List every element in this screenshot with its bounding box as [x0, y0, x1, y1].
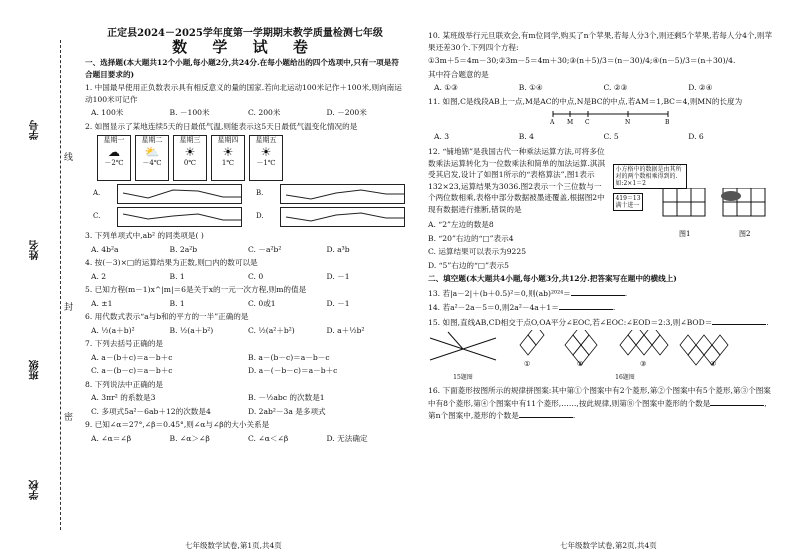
weather-day — [97, 135, 131, 181]
figure-2-caption: 图2 — [739, 230, 751, 238]
point-label: A — [550, 119, 555, 125]
question-15-text: 15. 如图,直线AB,CD相交于点O,OA平分∠EOC,若∠EOC:∠EOD＝2:3,则∠BOD＝ — [428, 317, 713, 327]
option: D. －1 — [326, 271, 350, 281]
question-7-options-row1 — [85, 352, 405, 364]
lattice-figures — [623, 188, 773, 248]
option: B. ①④ — [518, 83, 543, 92]
option: A. 3 — [434, 131, 450, 141]
option: D. －200米 — [326, 108, 367, 117]
option: D. 2ab²－3a 是多项式 — [248, 406, 326, 416]
chart-c — [117, 207, 243, 227]
option: A. 100米 — [91, 108, 124, 117]
point-label: M — [567, 119, 574, 125]
question-4-options — [85, 271, 405, 283]
option: C. 多项式5a²－6ab＋12的次数是4 — [91, 406, 211, 416]
question-11-options — [428, 131, 773, 143]
name-label: 姓名 — [30, 240, 41, 260]
option: C. 0或1 — [248, 298, 276, 308]
question-8-options-row2 — [85, 406, 405, 418]
section-2-heading: 二、填空题(本大题共4小题,每小题3分,共12分.把答案写在题中的横线上) — [428, 274, 677, 283]
option: C. 5 — [603, 131, 619, 141]
option: B. 2a²b — [169, 244, 198, 254]
question-10-prompt: 其中符合题意的是 — [428, 69, 489, 79]
option: B. －½abc 的次数是1 — [248, 393, 325, 402]
option: B. 1 — [169, 271, 185, 281]
pattern-label: ① — [524, 360, 531, 368]
question-1: 1. 中国最早使用正负数表示具有相反意义的量的国家.若向北运动100米记作＋100米,则向南运动100米可记作 — [85, 83, 402, 104]
fold-mark-1: 线 — [64, 153, 74, 163]
temp-label: 1℃ — [221, 159, 235, 167]
option: B. －100米 — [169, 108, 210, 117]
option: D. 6 — [688, 131, 704, 141]
option: B. ½(a＋b²) — [169, 325, 214, 335]
option: C. ②③ — [603, 83, 628, 92]
question-12: 12. “铺地锦”是我国古代一种乘法运算方法,可将多位数乘法运算转化为一位数乘法和简单的加法运算.淇淇受其启发,设计了如图1所示的“表格算法”,图1表示132×23,运算结果为3036.图2表示一个三位数与一个两位数相乘,表格中部分数据被墨迹覆盖,根据图2中现有数据进行推断,错误的是 — [428, 147, 606, 214]
question-10-options — [428, 82, 773, 94]
question-1-options — [85, 107, 405, 119]
question-13-text: 13. 若|a－2|＋(b＋0.5)²＝0,则(ab)²⁰²⁴＝ — [428, 288, 571, 298]
question-6: 6. 用代数式表示“a与b和的平方的一半”正确的是 — [85, 312, 249, 321]
question-3: 3. 下列单项式中,ab² 的同类项是( ) — [85, 231, 204, 240]
sun-icon: ☀ — [222, 145, 234, 159]
chart-b — [280, 184, 406, 204]
question-12-option-a: A. “2”左边的数是8 — [428, 220, 494, 229]
chart-a — [117, 184, 243, 204]
option: A. a－(b＋c)＝a－b＋c — [91, 352, 173, 362]
answer-blank[interactable] — [519, 409, 573, 418]
sun-icon: ☀ — [260, 145, 272, 159]
question-12-option-c: C. 运算结果可以表示为9225 — [428, 247, 527, 256]
point-label: B — [665, 119, 670, 125]
temp-label: －2℃ — [104, 159, 124, 167]
fold-mark-2: 封 — [64, 303, 74, 313]
question-14: 14. 若a²－2a－5＝0,则2a²－4a＋1＝ . — [428, 303, 616, 312]
option: C. －a²b² — [248, 244, 282, 254]
chart-label-a: A. — [93, 189, 101, 198]
pattern-label: ② — [577, 360, 584, 368]
weather-day — [211, 135, 245, 181]
answer-blank[interactable] — [710, 397, 764, 406]
question-15: 15. 如图,直线AB,CD相交于点O,OA平分∠EOC,若∠EOC:∠EOD＝2:3,则∠BOD＝ . — [428, 317, 769, 327]
question-16-text-2: ,第n个图案中,菱形的个数是 — [428, 398, 767, 420]
figure-16-caption: 16题图 — [615, 373, 635, 381]
weather-day — [173, 135, 207, 181]
question-16-text: 16. 下面菱形按图所示的规律拼图案:其中第①个图案中有2个菱形,第②个图案中有5个菱形,第③个图案中有8个菱形,第④个图案中有11个菱形,……,按此规律,则第⑧个图案中菱形的个数是 — [428, 386, 771, 408]
question-12-option-d: D. “5”右边的“□”表示5 — [428, 260, 509, 270]
figure-15-caption: 15题图 — [453, 373, 473, 381]
question-6-options — [85, 325, 405, 337]
question-11: 11. 如图,C是线段AB上一点,M是AC的中点,N是BC的中点,若AM＝1,BC＝4,则MN的长度为 — [428, 96, 743, 106]
option: C. ½(a²＋b²) — [248, 325, 295, 335]
chart-d — [280, 207, 406, 227]
question-5-options — [85, 298, 405, 310]
option: D. a－(－b－c)＝a－b＋c — [248, 366, 338, 375]
question-12-option-b: B. “20”右边的“□”表示4 — [428, 233, 514, 243]
angle-figure — [428, 330, 498, 368]
option: A. 2 — [91, 271, 107, 281]
right-column — [428, 28, 773, 424]
page-footer-left: 七年级数学试卷,第1页,共4页 — [185, 541, 282, 550]
answer-blank[interactable] — [559, 301, 613, 310]
question-3-options — [85, 244, 405, 256]
figure-1-caption: 图1 — [679, 230, 691, 238]
answer-charts — [93, 184, 405, 227]
section-1-heading: 一、选择题(本大题共12个小题,每小题2分,共24分.在每小题给出的四个选项中,只有一项是符合题目要求的) — [85, 58, 399, 79]
weather-day — [249, 135, 283, 181]
option: B. 4 — [518, 131, 534, 141]
exam-title: 正定县2024－2025学年度第一学期期末教学质量检测七年级 — [107, 28, 383, 39]
left-column — [85, 28, 405, 446]
answer-blank[interactable] — [712, 316, 766, 325]
option: A. ①③ — [434, 83, 458, 92]
question-12-figures — [613, 144, 773, 238]
option: D. a³b — [326, 244, 350, 254]
option: D. －1 — [326, 298, 350, 308]
student-id-label: 学号 — [30, 120, 41, 140]
weather-strip — [97, 135, 405, 181]
question-2: 2. 如图显示了某地连续5天的日最低气温,则能表示这5天日最低气温变化情况的是 — [85, 121, 358, 131]
binding-line — [60, 40, 61, 530]
day-label: 星期三 — [179, 136, 201, 144]
question-5: 5. 已知方程(m－1)x^|m|＝6是关于x的一元一次方程,则m的值是 — [85, 285, 307, 294]
question-8: 8. 下列说法中正确的是 — [85, 379, 164, 389]
exam-subtitle: 数 学 试 卷 — [172, 37, 318, 56]
partly-cloudy-icon: ⛅ — [144, 145, 160, 159]
segment-figure — [548, 109, 678, 125]
chart-label-c: C. — [93, 212, 101, 221]
option: A. ∠α＝∠β — [91, 433, 132, 443]
figures-15-16 — [428, 330, 773, 383]
cloud-icon: ☁ — [108, 145, 120, 159]
answer-blank[interactable] — [571, 287, 625, 296]
weather-day — [135, 135, 169, 181]
temp-label: －1℃ — [256, 159, 276, 167]
option: C. 0 — [248, 271, 264, 281]
pattern-label: ④ — [710, 360, 717, 368]
chart-label-d: D. — [256, 212, 264, 221]
question-9-options — [85, 433, 405, 445]
page-footer-right: 七年级数学试卷,第2页,共4页 — [560, 541, 657, 550]
fold-mark-3: 密 — [64, 413, 74, 423]
option: A. ±1 — [91, 298, 113, 308]
figure-note-2: 419＝13满十进一 — [613, 193, 643, 211]
option: D. a＋½b² — [326, 325, 365, 335]
option: B. a－(b－c)＝a－b－c — [248, 352, 330, 362]
sun-icon: ☀ — [184, 145, 196, 159]
option: B. 1 — [169, 298, 185, 308]
day-label: 星期一 — [103, 136, 125, 144]
point-label: C — [585, 119, 590, 125]
temp-label: 0℃ — [183, 159, 197, 167]
temp-label: －4℃ — [142, 159, 162, 167]
option: C. ∠α＜∠β — [248, 433, 289, 443]
option: A. ½(a＋b)² — [91, 325, 135, 335]
option: A. 4b²a — [91, 244, 119, 254]
question-4: 4. 按(－3)×□的运算结果为正数,则□内的数可以是 — [85, 258, 258, 267]
question-13: 13. 若|a－2|＋(b＋0.5)²＝0,则(ab)²⁰²⁴＝ . — [428, 288, 628, 298]
binding-margin — [10, 20, 80, 540]
day-label: 星期四 — [217, 136, 239, 144]
point-label: N — [625, 119, 631, 125]
figure-note: 小方格中的数据是由其所对的两个数相乘得到的.如:2×1＝2 — [613, 164, 687, 189]
question-7: 7. 下列去括号正确的是 — [85, 339, 164, 348]
question-8-options-row1 — [85, 392, 405, 404]
question-16: 16. 下面菱形按图所示的规律拼图案:其中第①个图案中有2个菱形,第②个图案中有5个菱形,第③个图案中有8个菱形,第④个图案中有11个菱形,……,按此规律,则第⑧个图案中菱形的个数是 ,第n个图案中,菱形的个数是 . — [428, 386, 771, 420]
option: D. ②④ — [688, 83, 713, 92]
rhombus-pattern — [510, 330, 740, 368]
option: C. a－(b－c)＝a－b＋c — [91, 366, 173, 375]
question-7-options-row2 — [85, 365, 405, 377]
day-label: 星期二 — [141, 136, 163, 144]
class-label: 班级 — [30, 360, 41, 380]
option: B. ∠α＞∠β — [169, 433, 210, 443]
pattern-label: ③ — [640, 360, 647, 368]
school-label: 学校 — [30, 480, 41, 500]
option: D. 无法确定 — [326, 433, 368, 443]
question-14-text: 14. 若a²－2a－5＝0,则2a²－4a＋1＝ — [428, 303, 559, 312]
question-10: 10. 某班级举行元旦联欢会,有m位同学,购买了n个苹果,若每人分3个,则还剩5个苹果,若每人分4个,则苹果还差30个.下列四个方程: — [428, 31, 773, 52]
chart-label-b: B. — [256, 189, 264, 198]
option: C. 200米 — [248, 108, 281, 117]
day-label: 星期五 — [255, 136, 277, 144]
option: A. 3πr² 的系数是3 — [91, 393, 156, 402]
question-9: 9. 已知∠α＝27°,∠β＝0.45°,则∠α与∠β的大小关系是 — [85, 420, 270, 429]
question-10-equations: ①3m＋5＝4m－30;②3m－5＝4m＋30;③(n＋5)/3＝(n－30)/4;④(n－5)/3＝(n＋30)/4. — [428, 56, 736, 65]
